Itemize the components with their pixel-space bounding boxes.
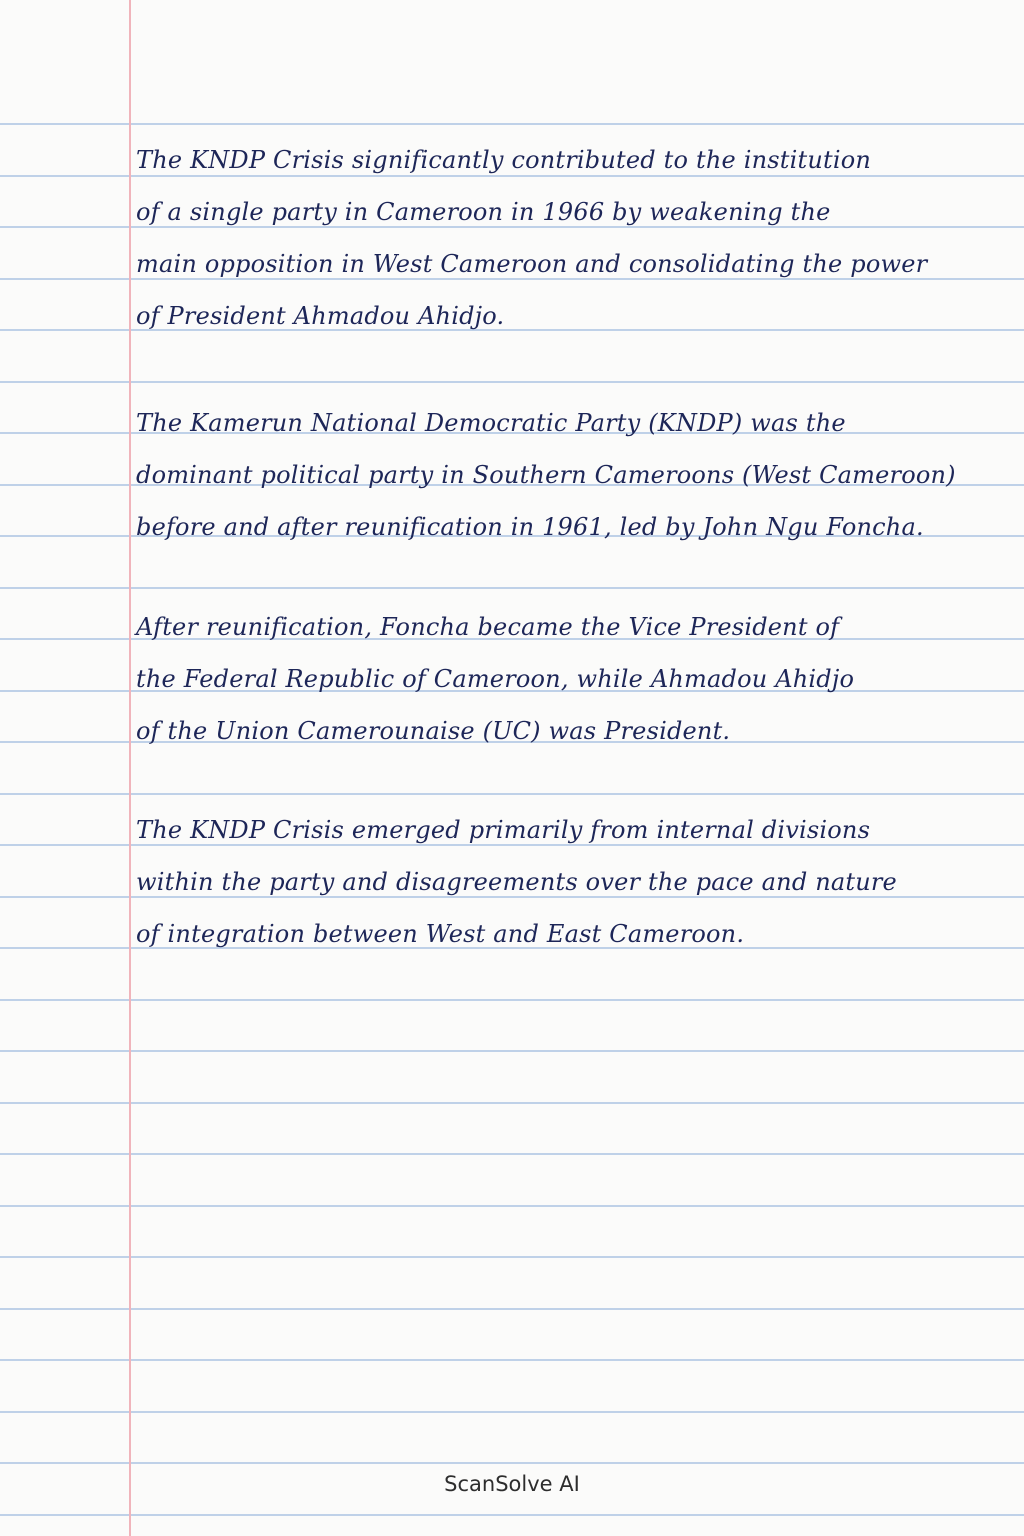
- paragraph-3: [136, 601, 976, 757]
- ruled-line: [0, 1153, 1024, 1155]
- paragraph-2: [136, 397, 976, 553]
- ruled-line: [0, 1102, 1024, 1104]
- ruled-line: [0, 587, 1024, 589]
- text-line: After reunification, Foncha became the Vice President of: [136, 613, 840, 641]
- ruled-line: [0, 1205, 1024, 1207]
- ruled-line: [0, 793, 1024, 795]
- text-line: main opposition in West Cameroon and consolidating the power: [136, 250, 928, 278]
- ruled-line: [0, 381, 1024, 383]
- ruled-line: [0, 1514, 1024, 1516]
- text-line: the Federal Republic of Cameroon, while Ahmadou Ahidjo: [136, 665, 855, 693]
- margin-line: [129, 0, 131, 1536]
- text-line: within the party and disagreements over the pace and nature: [136, 868, 897, 896]
- ruled-line: [0, 1359, 1024, 1361]
- paragraph-1: [136, 134, 976, 342]
- ruled-line: [0, 1050, 1024, 1052]
- ruled-line: [0, 999, 1024, 1001]
- text-line: The KNDP Crisis emerged primarily from internal divisions: [136, 816, 871, 844]
- ruled-line: [0, 1308, 1024, 1310]
- text-line: of integration between West and East Cameroon.: [136, 920, 745, 948]
- text-line: The Kamerun National Democratic Party (KNDP) was the: [136, 409, 846, 437]
- text-line: dominant political party in Southern Cameroons (West Cameroon): [136, 461, 956, 489]
- ruled-line: [0, 1411, 1024, 1413]
- text-line: of President Ahmadou Ahidjo.: [136, 302, 505, 330]
- text-line: of a single party in Cameroon in 1966 by weakening the: [136, 198, 831, 226]
- ruled-line: [0, 1256, 1024, 1258]
- text-line: of the Union Camerounaise (UC) was President.: [136, 717, 731, 745]
- text-line: before and after reunification in 1961, led by John Ngu Foncha.: [136, 513, 924, 541]
- footer-brand: ScanSolve AI: [444, 1472, 580, 1496]
- text-line: The KNDP Crisis significantly contributed to the institution: [136, 146, 872, 174]
- paragraph-4: [136, 804, 976, 960]
- ruled-line: [0, 1462, 1024, 1464]
- ruled-line: [0, 123, 1024, 125]
